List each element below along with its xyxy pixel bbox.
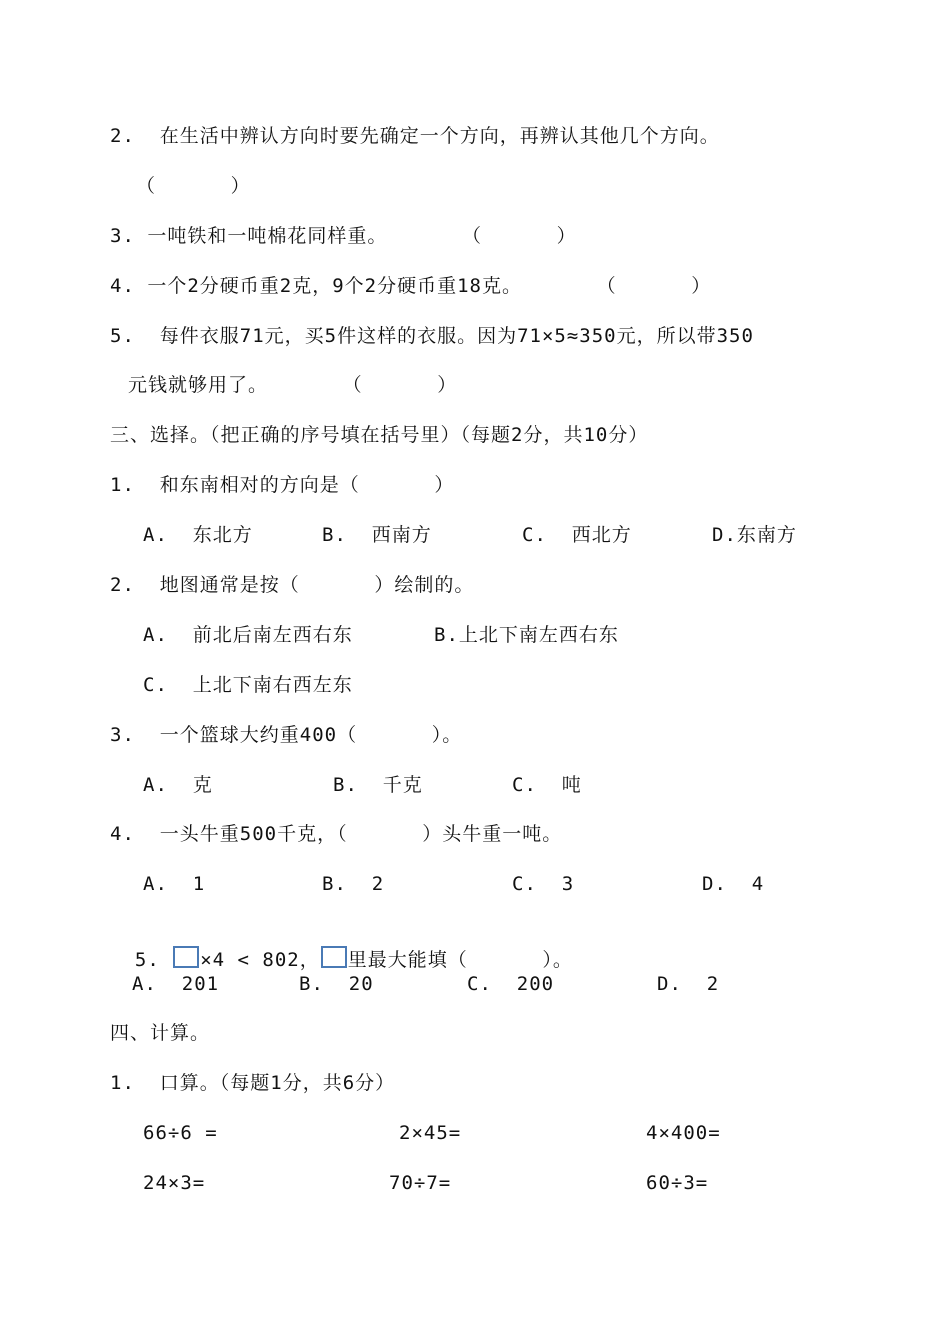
choice-q5-option-a: A. 201 (132, 973, 220, 995)
choice-q3-option-c: C. 吨 (512, 774, 582, 796)
judge-q5-line1: 5. 每件衣服71元，买5件这样的衣服。因为71×5≈350元，所以带350 (110, 325, 754, 347)
choice-q4-option-c: C. 3 (512, 873, 575, 895)
choice-q5-option-b: B. 20 (299, 973, 374, 995)
choice-q5-option-c: C. 200 (467, 973, 555, 995)
calc-item: 60÷3= (646, 1172, 709, 1194)
judge-q2-line2: （ ） (136, 175, 251, 197)
choice-q4-stem: 4. 一头牛重500千克，（ ）头牛重一吨。 (110, 823, 563, 845)
choice-q5-stem (110, 922, 573, 972)
calc-sub-heading: 1. 口算。（每题1分，共6分） (110, 1072, 396, 1094)
choice-q1-option-a: A. 东北方 (143, 524, 253, 546)
choice-q2-option-b: B.上北下南左西右东 (434, 624, 619, 646)
choice-q3-option-b: B. 千克 (333, 774, 423, 796)
choice-q1-option-b: B. 西南方 (322, 524, 432, 546)
choice-q5-tail: 里最大能填（ ）。 (347, 949, 573, 971)
choice-q1-option-c: C. 西北方 (522, 524, 632, 546)
judge-q5-line2: 元钱就够用了。 （ ） (128, 374, 458, 396)
section-heading-calc: 四、计算。 (110, 1022, 211, 1044)
choice-q5-number: 5. (134, 949, 160, 971)
blank-box-icon (321, 946, 347, 968)
choice-q4-option-a: A. 1 (143, 873, 206, 895)
choice-q2-stem: 2. 地图通常是按（ ）绘制的。 (110, 574, 475, 596)
judge-q3: 3. 一吨铁和一吨棉花同样重。 （ ） (110, 225, 577, 247)
judge-q4: 4. 一个2分硬币重2克，9个2分硬币重18克。 （ ） (110, 275, 712, 297)
calc-item: 70÷7= (389, 1172, 452, 1194)
calc-item: 4×400= (646, 1122, 721, 1144)
choice-q5-option-d: D. 2 (657, 973, 720, 995)
choice-q5-expression: ×4 < 802， (200, 949, 320, 971)
choice-q2-option-c: C. 上北下南右西左东 (143, 674, 353, 696)
calc-item: 2×45= (399, 1122, 462, 1144)
choice-q3-stem: 3. 一个篮球大约重400（ ）。 (110, 724, 463, 746)
choice-q4-option-b: B. 2 (322, 873, 385, 895)
calc-item: 66÷6 = (143, 1122, 218, 1144)
judge-q2-line1: 2. 在生活中辨认方向时要先确定一个方向，再辨认其他几个方向。 (110, 125, 720, 147)
section-heading-choice: 三、选择。（把正确的序号填在括号里）（每题2分，共10分） (110, 424, 649, 446)
choice-q3-option-a: A. 克 (143, 774, 213, 796)
calc-item: 24×3= (143, 1172, 206, 1194)
choice-q2-option-a: A. 前北后南左西右东 (143, 624, 353, 646)
choice-q4-option-d: D. 4 (702, 873, 765, 895)
blank-box-icon (173, 946, 199, 968)
choice-q1-stem: 1. 和东南相对的方向是（ ） (110, 474, 455, 496)
choice-q1-option-d: D.东南方 (712, 524, 797, 546)
